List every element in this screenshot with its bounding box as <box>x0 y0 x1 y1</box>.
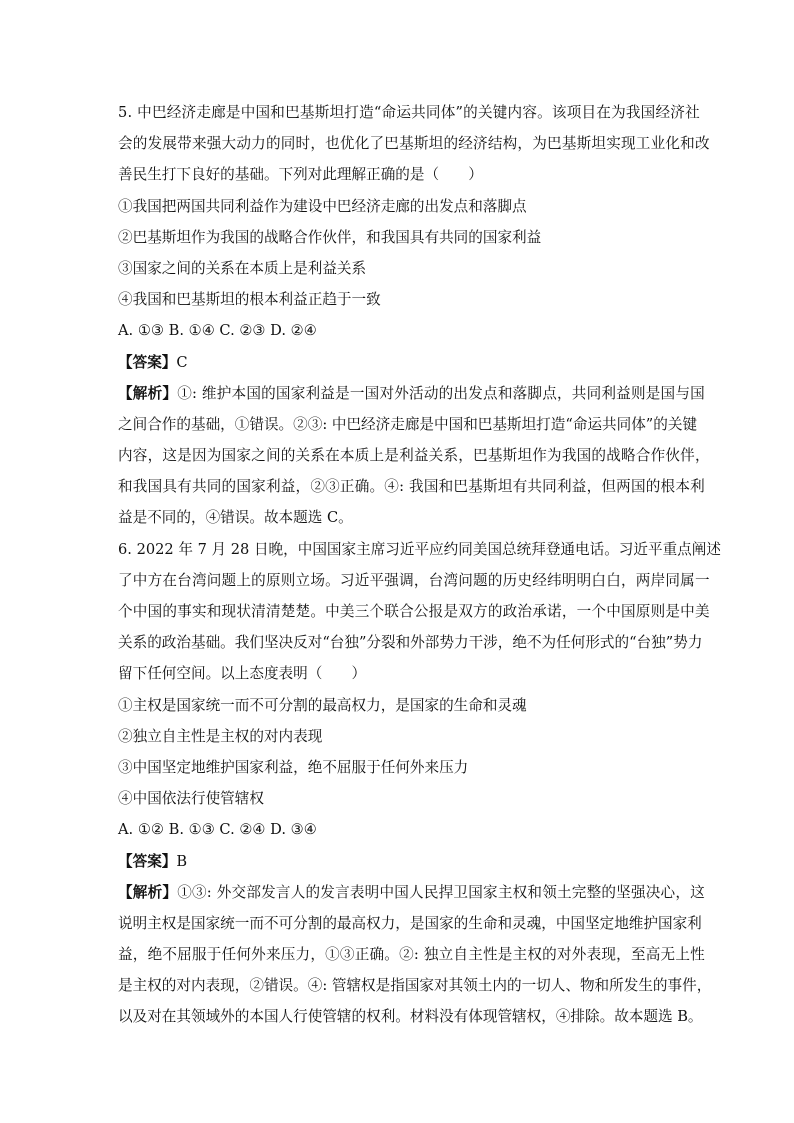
q5-option-2: ②巴基斯坦作为我国的战略合作伙伴，和我国具有共同的国家利益 <box>118 229 542 246</box>
q6-stem-line-2: 了中方在台湾问题上的原则立场。习近平强调，台湾问题的历史经纬明明白白，两岸同属一 <box>118 572 710 589</box>
q5-option-4: ④我国和巴基斯坦的根本利益正趋于一致 <box>118 291 381 308</box>
q6-option-4: ④中国依法行使管辖权 <box>118 790 264 807</box>
q6-option-1: ①主权是国家统一而不可分割的最高权力，是国家的生命和灵魂 <box>118 697 527 714</box>
answer-value: B <box>176 853 188 870</box>
answer-label: 【答案】 <box>118 354 177 371</box>
q6-answer <box>118 852 187 872</box>
q5-analysis-line-1 <box>118 384 705 404</box>
q6-analysis-line-2: 说明主权是国家统一而不可分割的最高权力，是国家的生命和灵魂，中国坚定地维护国家利 <box>118 915 702 932</box>
q5-option-3: ③国家之间的关系在本质上是利益关系 <box>118 260 367 277</box>
q5-stem-line-2: 会的发展带来强大动力的同时，也优化了巴基斯坦的经济结构，为巴基斯坦实现工业化和改 <box>118 135 710 152</box>
q6-analysis-line-3: 益，绝不屈服于任何外来压力，①③正确。②: 独立自主性是主权的对外表现，至高无上性 <box>118 946 705 963</box>
q6-choices: A. ①② B. ①③ C. ②④ D. ③④ <box>118 821 317 838</box>
q5-choices: A. ①③ B. ①④ C. ②③ D. ②④ <box>118 322 317 339</box>
q6-stem-line-5: 留下任何空间。以上态度表明（ ） <box>118 665 367 682</box>
q6-analysis-line-1 <box>118 883 705 903</box>
q5-option-1: ①我国把两国共同利益作为建设中巴经济走廊的出发点和落脚点 <box>118 198 527 215</box>
analysis-label: 【解析】 <box>118 385 178 402</box>
q5-stem-line-3: 善民生打下良好的基础。下列对此理解正确的是（ ） <box>118 166 483 183</box>
q5-analysis-line-5: 益是不同的，④错误。故本题选 C。 <box>118 509 353 526</box>
q6-stem-line-4: 关系的政治基础。我们坚决反对“台独”分裂和外部势力干涉，绝不为任何形式的“台独”势力 <box>118 634 703 651</box>
q5-analysis-line-2: 之间合作的基础，①错误。②③: 中巴经济走廊是中国和巴基斯坦打造“命运共同体”的关键 <box>118 416 698 433</box>
answer-label: 【答案】 <box>118 853 177 870</box>
q6-stem-line-1: 6. 2022 年 7 月 28 日晚，中国国家主席习近平应约同美国总统拜登通电话。习近平重点阐述 <box>118 541 721 558</box>
analysis-label: 【解析】 <box>118 884 178 901</box>
q6-stem-line-3: 个中国的事实和现状清清楚楚。中美三个联合公报是双方的政治承诺，一个中国原则是中美 <box>118 603 710 620</box>
analysis-text: ①: 维护本国的国家利益是一国对外活动的出发点和落脚点，共同利益则是国与国 <box>177 385 705 402</box>
q6-option-3: ③中国坚定地维护国家利益，绝不屈服于任何外来压力 <box>118 759 469 776</box>
q5-stem-line-1: 5. 中巴经济走廊是中国和巴基斯坦打造“命运共同体”的关键内容。该项目在为我国经济社 <box>118 104 700 121</box>
analysis-text: ①③: 外交部发言人的发言表明中国人民捍卫国家主权和领土完整的坚强决心，这 <box>177 884 705 901</box>
q6-analysis-line-5: 以及对在其领域外的本国人行使管辖的权利。材料没有体现管辖权，④排除。故本题选 B。 <box>118 1008 703 1025</box>
q5-analysis-line-3: 内容，这是因为国家之间的关系在本质上是利益关系，巴基斯坦作为我国的战略合作伙伴， <box>118 447 710 464</box>
q6-option-2: ②独立自主性是主权的对内表现 <box>118 728 323 745</box>
q5-answer <box>118 353 188 373</box>
q6-analysis-line-4: 是主权的对内表现，②错误。④: 管辖权是指国家对其领土内的一切人、物和所发生的事件， <box>118 977 712 994</box>
answer-value: C <box>176 354 188 371</box>
q5-analysis-line-4: 和我国具有共同的国家利益，②③正确。④: 我国和巴基斯坦有共同利益，但两国的根本利 <box>118 478 705 495</box>
